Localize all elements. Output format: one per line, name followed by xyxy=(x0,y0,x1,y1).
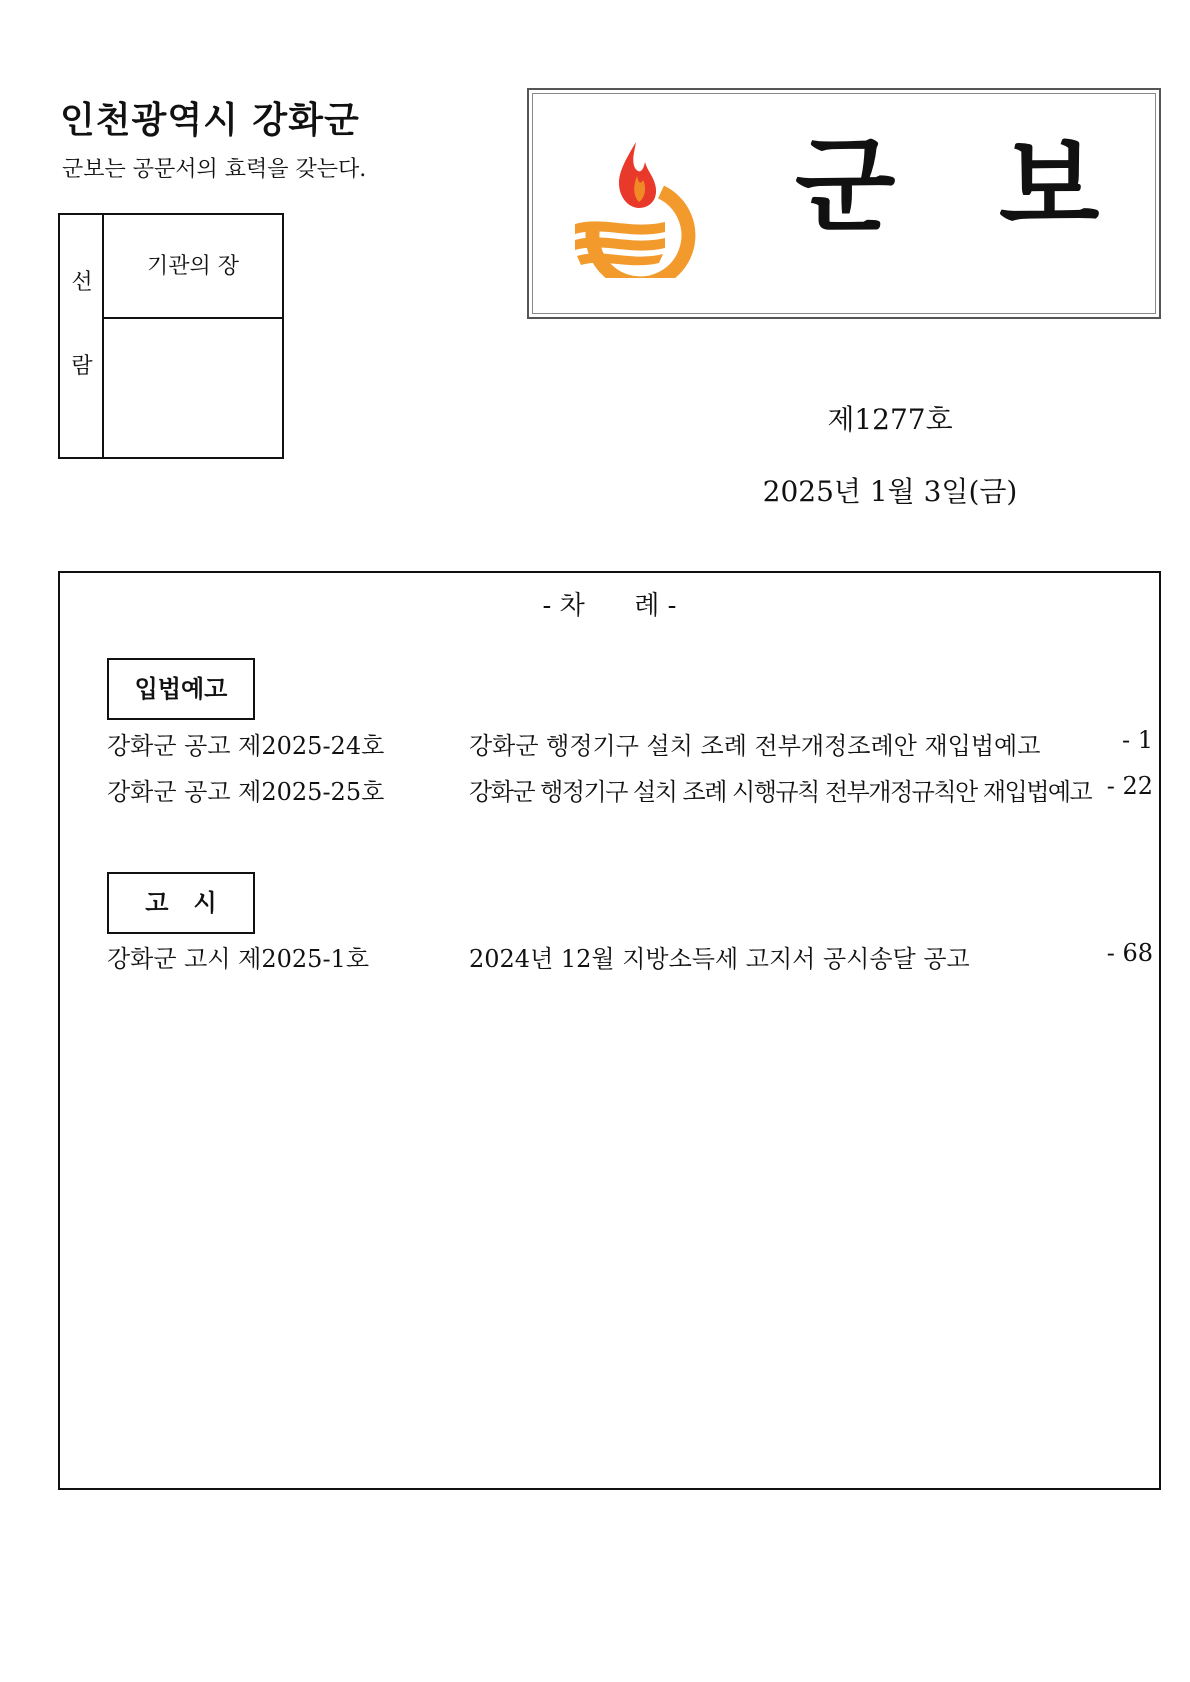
review-side-label xyxy=(60,215,104,457)
toc-item[interactable] xyxy=(107,939,1153,973)
issue-number: 제1277호 xyxy=(827,403,953,436)
masthead-frame xyxy=(532,93,1156,314)
review-stamp-box xyxy=(58,213,284,459)
toc-item-page: - 1 xyxy=(1121,726,1153,754)
toc-section-label: 고 시 xyxy=(107,872,255,934)
toc-item-number: 강화군 공고 제2025-24호 xyxy=(107,732,385,760)
toc-item-title: 강화군 행정기구 설치 조례 시행규칙 전부개정규칙안 재입법예고 xyxy=(469,778,1092,806)
toc-item[interactable] xyxy=(107,726,1153,760)
toc-item-title: 2024년 12월 지방소득세 고지서 공시송달 공고 xyxy=(469,945,970,973)
masthead-title-char: 보 xyxy=(999,125,1100,247)
review-side-char: 람 xyxy=(71,354,93,379)
review-side-char: 선 xyxy=(71,270,93,295)
table-of-contents xyxy=(58,571,1161,1490)
toc-item-page: - 68 xyxy=(1106,939,1153,967)
toc-item-page: - 22 xyxy=(1106,772,1153,800)
issue-date: 2025년 1월 3일(금) xyxy=(762,475,1018,508)
toc-item-number: 강화군 공고 제2025-25호 xyxy=(107,778,385,806)
org-subtitle: 군보는 공문서의 효력을 갖는다. xyxy=(62,157,367,182)
toc-item-title: 강화군 행정기구 설치 조례 전부개정조례안 재입법예고 xyxy=(469,732,1041,760)
toc-item[interactable] xyxy=(107,772,1153,806)
toc-title: - 차 례 - xyxy=(542,591,677,621)
toc-item-number: 강화군 고시 제2025-1호 xyxy=(107,945,370,973)
review-head-label: 기관의 장 xyxy=(104,215,282,319)
org-name: 인천광역시 강화군 xyxy=(60,100,360,141)
masthead xyxy=(527,88,1161,319)
masthead-title-char: 군 xyxy=(795,125,896,247)
county-emblem-logo xyxy=(573,138,703,278)
toc-section-label: 입법예고 xyxy=(107,658,255,720)
